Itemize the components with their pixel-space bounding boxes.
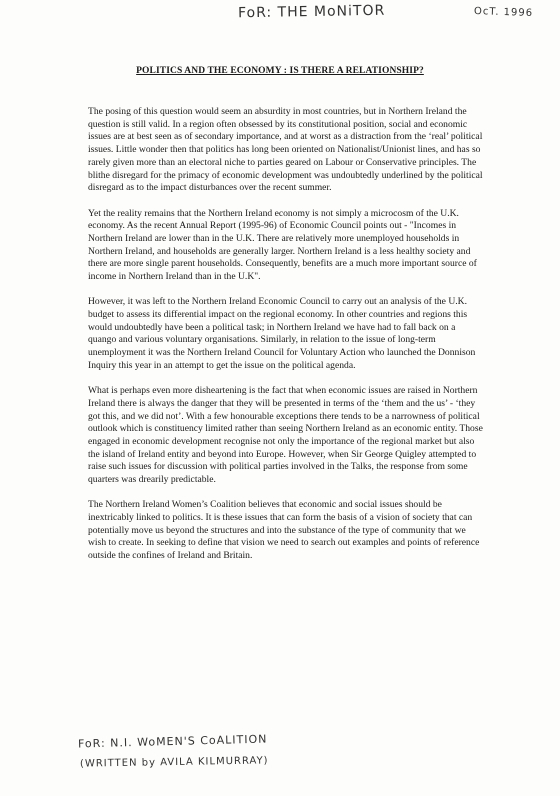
- handwritten-note-organisation: FoR: N.I. WoMEN'S CoALITION: [77, 732, 268, 751]
- document-title: POLITICS AND THE ECONOMY : IS THERE A RELATIONSHIP?: [136, 66, 424, 76]
- paragraph-4: What is perhaps even more disheartening is the fact that when economic issues are raised in Northern Ireland there is always the danger that they will be presented in terms of the ‘them and the us’ - ‘they got this, and we did not’. With a few honourable exceptions there tends to be a narrowness of political outlook which is constituency limited rather than seeing Northern Ireland as an economic entity. Those engaged in economic development recognise not only the importance of the regional market but also the island of Ireland entity and beyond into Europe. However, when Sir George Quigley attempted to raise such issues for discussion with political parties involved in the Talks, the response from some quarters was drearily predictable.: [88, 385, 483, 486]
- paragraph-3: However, it was left to the Northern Ireland Economic Council to carry out an analysis of the U.K. budget to assess its differential impact on the regional economy. In other countries and regions this would undoubtedly have been a political task; in Northern Ireland we have had to fall back on a quango and various voluntary organisations. Similarly, in relation to the issue of long-term unemployment it was the Northern Ireland Council for Voluntary Action who launched the Donnison Inquiry this year in an attempt to get the issue on the political agenda.: [88, 296, 476, 371]
- paragraph-1: The posing of this question would seem an absurdity in most countries, but in Northern Ireland the question is still valid. In a region often obsessed by its constitutional position, social and economic issues are at best seen as of secondary importance, and at worst as a distraction from the ‘real’ political issues. Little wonder then that politics has long been oriented on Nationalist/Unionist lines, and has so rarely given more than an electoral niche to parties geared on Labour or Conservative principles. The blithe disregard for the primacy of economic development was undoubtedly underlined by the political disregard as to the impact disturbances over the recent summer.: [88, 106, 483, 194]
- handwritten-note-author: (WRITTEN by AVILA KILMURRAY): [79, 755, 269, 770]
- paragraph-2: Yet the reality remains that the Northern Ireland economy is not simply a microcosm of the U.K. economy. As the recent Annual Report (1995-96) of Economic Council points out - "Incomes in Northern Ireland are lower than in the U.K. There are relatively more unemployed households in Northern Ireland, and households are generally larger. Northern Ireland is a less healthy society and there are more single parent households. Consequently, benefits are a much more important source of income in Northern Ireland than in the U.K".: [88, 207, 477, 283]
- paragraph-5: The Northern Ireland Women’s Coalition believes that economic and social issues should be inextricably linked to politics. It is these issues that can form the basis of a vision of society that can potentially move us beyond the structures and into the substance of the type of community that we wish to create. In seeking to define that vision we need to search out examples and points of reference outside the confines of Ireland and Britain.: [88, 499, 480, 562]
- handwritten-note-date: OcT. 1996: [473, 5, 534, 20]
- document-body: [88, 106, 484, 575]
- handwritten-note-publication: FoR: THE MoNiTOR: [237, 2, 386, 22]
